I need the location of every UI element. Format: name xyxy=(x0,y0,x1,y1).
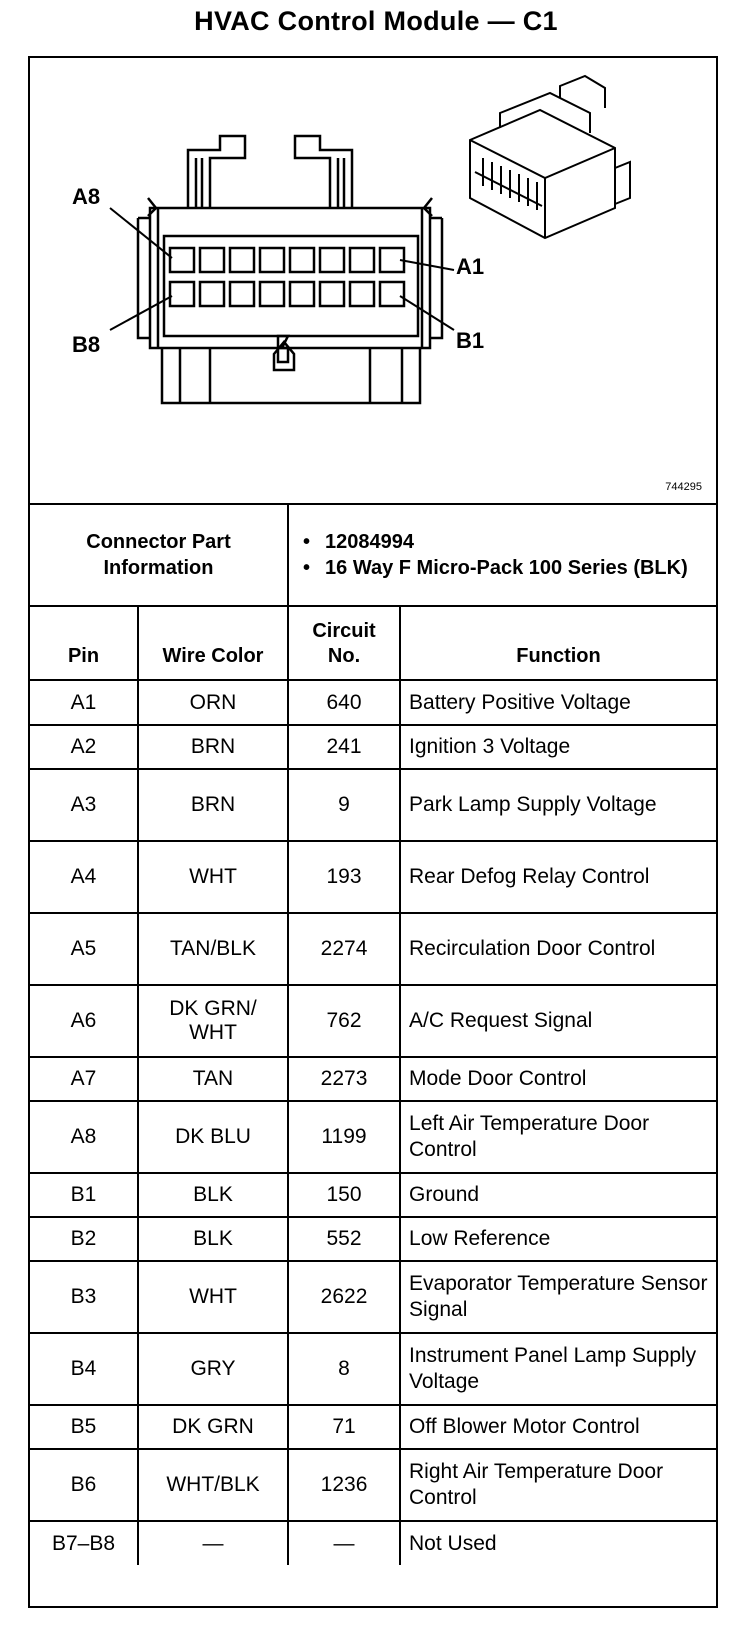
function-cell: Not Used xyxy=(400,1521,716,1565)
pin-cell: A7 xyxy=(30,1057,138,1101)
circuit-no-cell: 9 xyxy=(288,769,400,841)
circuit-no-cell: 2622 xyxy=(288,1261,400,1333)
table-row xyxy=(30,1261,716,1333)
wire-color-cell: WHT/BLK xyxy=(138,1449,288,1521)
wire-color-cell: DK BLU xyxy=(138,1101,288,1173)
circuit-no-cell: 552 xyxy=(288,1217,400,1261)
table-row xyxy=(30,1101,716,1173)
function-cell: Off Blower Motor Control xyxy=(400,1405,716,1449)
wire-color-cell: GRY xyxy=(138,1333,288,1405)
table-row xyxy=(30,1173,716,1217)
wire-color-cell: WHT xyxy=(138,1261,288,1333)
wire-color-cell: BLK xyxy=(138,1217,288,1261)
pin-cell: B3 xyxy=(30,1261,138,1333)
circuit-no-cell: — xyxy=(288,1521,400,1565)
function-cell: Ground xyxy=(400,1173,716,1217)
table-row xyxy=(30,1521,716,1565)
function-cell: Rear Defog Relay Control xyxy=(400,841,716,913)
figure-number: 744295 xyxy=(665,481,702,493)
connector-sheet xyxy=(28,56,718,1608)
wire-color-cell: DK GRN xyxy=(138,1405,288,1449)
function-cell: Park Lamp Supply Voltage xyxy=(400,769,716,841)
header-circuit-no: Circuit No. xyxy=(288,606,400,680)
wire-color-cell: BLK xyxy=(138,1173,288,1217)
circuit-no-cell: 2274 xyxy=(288,913,400,985)
table-row xyxy=(30,725,716,769)
header-pin: Pin xyxy=(30,606,138,680)
connector-description: • 16 Way F Micro-Pack 100 Series (BLK) xyxy=(325,555,708,581)
connector-info-row xyxy=(30,504,716,606)
table-header-row xyxy=(30,606,716,680)
function-cell: Low Reference xyxy=(400,1217,716,1261)
circuit-no-cell: 1199 xyxy=(288,1101,400,1173)
connector-info-values xyxy=(288,504,716,606)
pin-cell: B6 xyxy=(30,1449,138,1521)
table-row xyxy=(30,1217,716,1261)
page-title: HVAC Control Module — C1 xyxy=(194,6,558,36)
circuit-no-cell: 150 xyxy=(288,1173,400,1217)
circuit-no-cell: 640 xyxy=(288,680,400,725)
wire-color-cell: TAN xyxy=(138,1057,288,1101)
wire-color-cell: — xyxy=(138,1521,288,1565)
pin-cell: A8 xyxy=(30,1101,138,1173)
pin-cell: B1 xyxy=(30,1173,138,1217)
circuit-no-cell: 2273 xyxy=(288,1057,400,1101)
circuit-no-cell: 241 xyxy=(288,725,400,769)
pin-cell: B4 xyxy=(30,1333,138,1405)
table-row xyxy=(30,1405,716,1449)
table-row xyxy=(30,1057,716,1101)
connector-info-label: Connector Part Information xyxy=(30,504,288,606)
function-cell: Left Air Temperature Door Control xyxy=(400,1101,716,1173)
table-row xyxy=(30,913,716,985)
table-row xyxy=(30,841,716,913)
pin-label-b1: B1 xyxy=(456,328,485,353)
table-row xyxy=(30,1333,716,1405)
wire-color-cell: BRN xyxy=(138,725,288,769)
connector-part-number: • 12084994 xyxy=(325,529,708,555)
circuit-no-cell: 193 xyxy=(288,841,400,913)
function-cell: Instrument Panel Lamp Supply Voltage xyxy=(400,1333,716,1405)
pin-cell: A1 xyxy=(30,680,138,725)
wire-color-cell: TAN/BLK xyxy=(138,913,288,985)
function-cell: Right Air Temperature Door Control xyxy=(400,1449,716,1521)
pin-label-b8: B8 xyxy=(72,332,101,357)
circuit-no-cell: 762 xyxy=(288,985,400,1057)
pin-cell: A6 xyxy=(30,985,138,1057)
pin-cell: A4 xyxy=(30,841,138,913)
connector-diagram xyxy=(30,58,716,503)
function-cell: Recirculation Door Control xyxy=(400,913,716,985)
circuit-no-cell: 8 xyxy=(288,1333,400,1405)
pinout-table xyxy=(30,503,716,1565)
function-cell: Mode Door Control xyxy=(400,1057,716,1101)
table-row xyxy=(30,985,716,1057)
pin-cell: A3 xyxy=(30,769,138,841)
pin-cell: A2 xyxy=(30,725,138,769)
connector-face-drawing xyxy=(30,58,716,503)
wire-color-cell: WHT xyxy=(138,841,288,913)
pin-cell: B7–B8 xyxy=(30,1521,138,1565)
table-row xyxy=(30,769,716,841)
table-row xyxy=(30,680,716,725)
wire-color-cell: BRN xyxy=(138,769,288,841)
pin-label-a1: A1 xyxy=(456,254,485,279)
function-cell: A/C Request Signal xyxy=(400,985,716,1057)
wire-color-cell: DK GRN/ WHT xyxy=(138,985,288,1057)
circuit-no-cell: 1236 xyxy=(288,1449,400,1521)
function-cell: Evaporator Temperature Sensor Signal xyxy=(400,1261,716,1333)
table-row xyxy=(30,1449,716,1521)
pin-cell: B5 xyxy=(30,1405,138,1449)
header-wire-color: Wire Color xyxy=(138,606,288,680)
function-cell: Ignition 3 Voltage xyxy=(400,725,716,769)
pin-label-a8: A8 xyxy=(72,184,101,209)
function-cell: Battery Positive Voltage xyxy=(400,680,716,725)
header-function: Function xyxy=(400,606,716,680)
pin-cell: B2 xyxy=(30,1217,138,1261)
pin-cell: A5 xyxy=(30,913,138,985)
wire-color-cell: ORN xyxy=(138,680,288,725)
circuit-no-cell: 71 xyxy=(288,1405,400,1449)
